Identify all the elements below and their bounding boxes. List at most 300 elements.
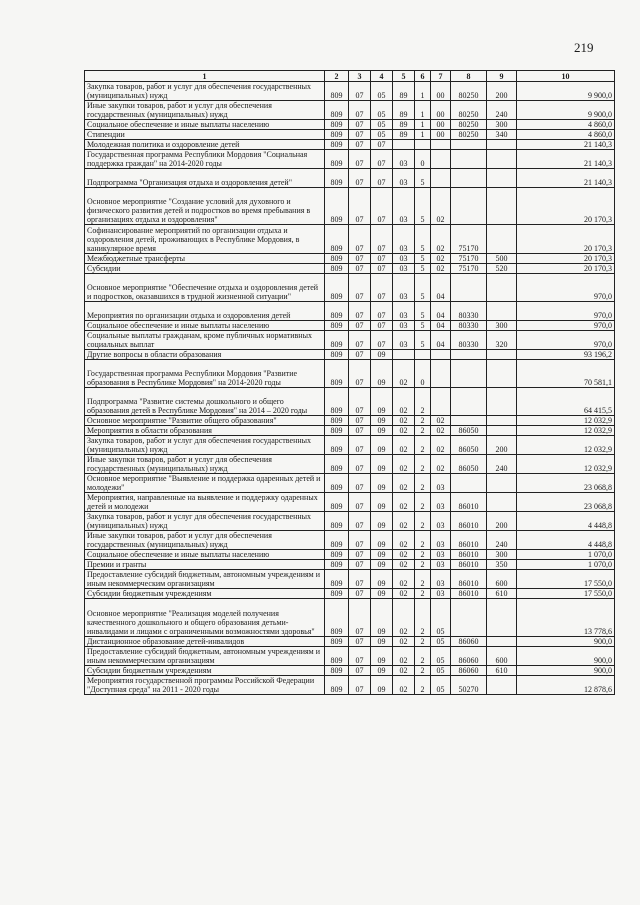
column-header: 6: [415, 71, 431, 82]
amount-cell: 970,0: [517, 330, 615, 349]
row-name-cell: Мероприятия, направленные на выявление и поддержку одаренных детей и молодежи: [85, 492, 325, 511]
row-name-cell: Закупка товаров, работ и услуг для обеспечения государственных (муниципальных) нужд: [85, 511, 325, 530]
amount-cell: 970,0: [517, 301, 615, 320]
code-cell: [487, 675, 517, 694]
code-cell: 07: [349, 425, 371, 435]
code-cell: 07: [349, 150, 371, 169]
code-cell: 02: [431, 435, 451, 454]
code-cell: [415, 349, 431, 359]
code-cell: [487, 473, 517, 492]
code-cell: 5: [415, 225, 431, 253]
row-name-cell: Иные закупки товаров, работ и услуг для обеспечения государственных (муниципальных) нужд: [85, 101, 325, 120]
code-cell: 03: [431, 473, 451, 492]
amount-cell: 21 140,3: [517, 150, 615, 169]
row-name-cell: Закупка товаров, работ и услуг для обеспечения государственных (муниципальных) нужд: [85, 82, 325, 101]
code-cell: 809: [325, 187, 349, 225]
code-cell: [451, 273, 487, 301]
code-cell: 5: [415, 169, 431, 188]
code-cell: [451, 387, 487, 415]
code-cell: 86050: [451, 435, 487, 454]
code-cell: 02: [393, 359, 415, 387]
code-cell: 07: [349, 187, 371, 225]
row-name-cell: Другие вопросы в области образования: [85, 349, 325, 359]
code-cell: 03: [431, 569, 451, 588]
table-row: [85, 569, 615, 588]
code-cell: 5: [415, 187, 431, 225]
code-cell: 07: [371, 301, 393, 320]
code-cell: 1: [415, 120, 431, 130]
code-cell: 02: [393, 646, 415, 665]
table-row: [85, 263, 615, 273]
code-cell: [451, 140, 487, 150]
code-cell: 5: [415, 330, 431, 349]
amount-cell: 12 032,9: [517, 415, 615, 425]
code-cell: 07: [371, 169, 393, 188]
code-cell: [487, 273, 517, 301]
code-cell: 07: [349, 120, 371, 130]
code-cell: 09: [371, 588, 393, 598]
code-cell: 809: [325, 120, 349, 130]
code-cell: 240: [487, 101, 517, 120]
code-cell: 03: [431, 492, 451, 511]
code-cell: 75170: [451, 225, 487, 253]
code-cell: 07: [349, 253, 371, 263]
code-cell: 600: [487, 569, 517, 588]
code-cell: 03: [393, 225, 415, 253]
code-cell: 09: [371, 454, 393, 473]
code-cell: 86010: [451, 549, 487, 559]
table-row: [85, 253, 615, 263]
amount-cell: 20 170,3: [517, 225, 615, 253]
code-cell: 2: [415, 559, 431, 569]
code-cell: [487, 301, 517, 320]
code-cell: 03: [393, 150, 415, 169]
code-cell: 809: [325, 301, 349, 320]
code-cell: [431, 140, 451, 150]
column-header: 5: [393, 71, 415, 82]
code-cell: 05: [431, 598, 451, 636]
code-cell: 07: [371, 273, 393, 301]
code-cell: 04: [431, 330, 451, 349]
code-cell: 2: [415, 665, 431, 675]
code-cell: 2: [415, 492, 431, 511]
code-cell: 610: [487, 665, 517, 675]
row-name-cell: Субсидии бюджетным учреждениям: [85, 588, 325, 598]
code-cell: 809: [325, 169, 349, 188]
table-row: [85, 359, 615, 387]
row-name-cell: Иные закупки товаров, работ и услуг для обеспечения государственных (муниципальных) нужд: [85, 530, 325, 549]
amount-cell: 900,0: [517, 646, 615, 665]
row-name-cell: Государственная программа Республики Мордовия "Развитие образования в Республике Мордовия" на 2014-2020 годы: [85, 359, 325, 387]
table-row: [85, 187, 615, 225]
code-cell: 03: [393, 330, 415, 349]
code-cell: 07: [349, 511, 371, 530]
code-cell: 03: [431, 559, 451, 569]
code-cell: [393, 349, 415, 359]
code-cell: 809: [325, 473, 349, 492]
code-cell: 03: [393, 187, 415, 225]
row-name-cell: Премии и гранты: [85, 559, 325, 569]
row-name-cell: Иные закупки товаров, работ и услуг для обеспечения государственных (муниципальных) нужд: [85, 454, 325, 473]
table-row: [85, 435, 615, 454]
code-cell: [451, 187, 487, 225]
amount-cell: 17 550,0: [517, 569, 615, 588]
table-row: [85, 330, 615, 349]
code-cell: 07: [349, 225, 371, 253]
code-cell: 89: [393, 82, 415, 101]
code-cell: [431, 349, 451, 359]
code-cell: 2: [415, 588, 431, 598]
code-cell: 05: [371, 82, 393, 101]
amount-cell: 4 448,8: [517, 530, 615, 549]
code-cell: 809: [325, 530, 349, 549]
code-cell: 07: [349, 636, 371, 646]
table-row: [85, 511, 615, 530]
code-cell: 03: [393, 301, 415, 320]
code-cell: 86010: [451, 569, 487, 588]
code-cell: 03: [393, 253, 415, 263]
code-cell: 09: [371, 559, 393, 569]
amount-cell: 20 170,3: [517, 253, 615, 263]
code-cell: 02: [393, 636, 415, 646]
code-cell: 09: [371, 549, 393, 559]
table-row: [85, 549, 615, 559]
row-name-cell: Социальные выплаты гражданам, кроме публичных нормативных социальных выплат: [85, 330, 325, 349]
code-cell: 02: [393, 454, 415, 473]
column-header: 9: [487, 71, 517, 82]
code-cell: 89: [393, 101, 415, 120]
code-cell: 809: [325, 511, 349, 530]
column-header: 2: [325, 71, 349, 82]
code-cell: 809: [325, 150, 349, 169]
code-cell: 07: [349, 387, 371, 415]
table-row: [85, 169, 615, 188]
code-cell: 02: [393, 675, 415, 694]
code-cell: [487, 140, 517, 150]
code-cell: 350: [487, 559, 517, 569]
row-name-cell: Субсидии: [85, 263, 325, 273]
code-cell: 07: [349, 646, 371, 665]
code-cell: 03: [393, 169, 415, 188]
code-cell: 809: [325, 425, 349, 435]
code-cell: 80330: [451, 301, 487, 320]
column-header: 8: [451, 71, 487, 82]
table-row: [85, 646, 615, 665]
amount-cell: 4 860,0: [517, 120, 615, 130]
code-cell: 09: [371, 359, 393, 387]
code-cell: 240: [487, 530, 517, 549]
code-cell: 340: [487, 130, 517, 140]
row-name-cell: Мероприятия государственной программы Российской Федерации "Доступная среда" на 2011 - 2020 годы: [85, 675, 325, 694]
table-row: [85, 140, 615, 150]
code-cell: [451, 415, 487, 425]
code-cell: 07: [371, 253, 393, 263]
code-cell: 200: [487, 511, 517, 530]
code-cell: 07: [349, 492, 371, 511]
code-cell: 80250: [451, 82, 487, 101]
code-cell: [451, 349, 487, 359]
row-name-cell: Основное мероприятие "Выявление и поддержка одаренных детей и молодежи": [85, 473, 325, 492]
code-cell: 809: [325, 225, 349, 253]
code-cell: 2: [415, 425, 431, 435]
column-header: 10: [517, 71, 615, 82]
code-cell: [431, 150, 451, 169]
code-cell: 02: [393, 435, 415, 454]
code-cell: 05: [371, 120, 393, 130]
code-cell: 809: [325, 454, 349, 473]
code-cell: 07: [349, 130, 371, 140]
code-cell: [487, 636, 517, 646]
amount-cell: 9 900,0: [517, 82, 615, 101]
row-name-cell: Стипендии: [85, 130, 325, 140]
code-cell: 320: [487, 330, 517, 349]
code-cell: 03: [431, 511, 451, 530]
code-cell: 809: [325, 140, 349, 150]
code-cell: [487, 425, 517, 435]
code-cell: 5: [415, 301, 431, 320]
column-header: 3: [349, 71, 371, 82]
code-cell: 09: [371, 646, 393, 665]
code-cell: 1: [415, 82, 431, 101]
table-row: [85, 130, 615, 140]
code-cell: [451, 150, 487, 169]
code-cell: 5: [415, 263, 431, 273]
row-name-cell: Предоставление субсидий бюджетным, автономным учреждениям и иным некоммерческим организациям: [85, 646, 325, 665]
code-cell: 2: [415, 511, 431, 530]
row-name-cell: Подпрограмма "Организация отдыха и оздоровления детей": [85, 169, 325, 188]
code-cell: 86010: [451, 588, 487, 598]
code-cell: [451, 598, 487, 636]
code-cell: 09: [371, 473, 393, 492]
code-cell: 07: [349, 675, 371, 694]
code-cell: 809: [325, 330, 349, 349]
code-cell: 2: [415, 569, 431, 588]
code-cell: [487, 150, 517, 169]
amount-cell: 4 860,0: [517, 130, 615, 140]
code-cell: 75170: [451, 253, 487, 263]
code-cell: 02: [393, 549, 415, 559]
page-number: 219: [574, 40, 594, 55]
code-cell: 600: [487, 646, 517, 665]
code-cell: 07: [371, 330, 393, 349]
column-header: 1: [85, 71, 325, 82]
amount-cell: 20 170,3: [517, 187, 615, 225]
amount-cell: 4 448,8: [517, 511, 615, 530]
code-cell: 03: [393, 263, 415, 273]
code-cell: 09: [371, 598, 393, 636]
row-name-cell: Субсидии бюджетным учреждениям: [85, 665, 325, 675]
code-cell: 5: [415, 273, 431, 301]
row-name-cell: Мероприятия в области образования: [85, 425, 325, 435]
row-name-cell: Молодежная политика и оздоровление детей: [85, 140, 325, 150]
code-cell: 02: [393, 473, 415, 492]
table-row: [85, 320, 615, 330]
code-cell: 86060: [451, 665, 487, 675]
code-cell: 5: [415, 320, 431, 330]
amount-cell: 12 878,6: [517, 675, 615, 694]
code-cell: 07: [349, 101, 371, 120]
code-cell: 02: [393, 415, 415, 425]
code-cell: [451, 169, 487, 188]
amount-cell: 93 196,2: [517, 349, 615, 359]
code-cell: 00: [431, 82, 451, 101]
table-row: [85, 150, 615, 169]
code-cell: 809: [325, 320, 349, 330]
code-cell: 75170: [451, 263, 487, 273]
code-cell: 2: [415, 530, 431, 549]
code-cell: 05: [431, 636, 451, 646]
code-cell: 2: [415, 435, 431, 454]
code-cell: 02: [431, 263, 451, 273]
amount-cell: 1 070,0: [517, 549, 615, 559]
code-cell: [487, 359, 517, 387]
code-cell: 07: [349, 82, 371, 101]
code-cell: [487, 598, 517, 636]
table-row: [85, 415, 615, 425]
table-row: [85, 530, 615, 549]
code-cell: 03: [431, 530, 451, 549]
code-cell: 03: [431, 549, 451, 559]
code-cell: 809: [325, 646, 349, 665]
amount-cell: 20 170,3: [517, 263, 615, 273]
table-row: [85, 273, 615, 301]
amount-cell: 13 778,6: [517, 598, 615, 636]
code-cell: 80330: [451, 330, 487, 349]
table-row: [85, 454, 615, 473]
table-row: [85, 225, 615, 253]
column-header: 4: [371, 71, 393, 82]
code-cell: 200: [487, 82, 517, 101]
code-cell: 240: [487, 454, 517, 473]
code-cell: 809: [325, 665, 349, 675]
table-body: [85, 82, 615, 695]
code-cell: 200: [487, 435, 517, 454]
code-cell: 2: [415, 636, 431, 646]
amount-cell: 12 032,9: [517, 454, 615, 473]
code-cell: 809: [325, 588, 349, 598]
code-cell: 02: [393, 598, 415, 636]
budget-table: [84, 70, 615, 695]
column-header: 7: [431, 71, 451, 82]
code-cell: 520: [487, 263, 517, 273]
code-cell: 07: [349, 569, 371, 588]
code-cell: 809: [325, 130, 349, 140]
code-cell: [431, 387, 451, 415]
code-cell: 50270: [451, 675, 487, 694]
row-name-cell: Государственная программа Республики Мордовия "Социальная поддержка граждан" на 2014-2020 годы: [85, 150, 325, 169]
table-row: [85, 665, 615, 675]
code-cell: 809: [325, 415, 349, 425]
amount-cell: 12 032,9: [517, 435, 615, 454]
amount-cell: 70 581,1: [517, 359, 615, 387]
code-cell: 02: [393, 492, 415, 511]
code-cell: [487, 415, 517, 425]
code-cell: 03: [431, 588, 451, 598]
amount-cell: 900,0: [517, 665, 615, 675]
code-cell: 809: [325, 349, 349, 359]
code-cell: 02: [393, 530, 415, 549]
code-cell: 09: [371, 435, 393, 454]
code-cell: 809: [325, 559, 349, 569]
table-row: [85, 675, 615, 694]
amount-cell: 23 068,8: [517, 492, 615, 511]
code-cell: 00: [431, 101, 451, 120]
code-cell: [487, 492, 517, 511]
code-cell: 07: [371, 150, 393, 169]
code-cell: 2: [415, 473, 431, 492]
code-cell: 86010: [451, 559, 487, 569]
code-cell: 809: [325, 253, 349, 263]
code-cell: 02: [393, 425, 415, 435]
code-cell: 809: [325, 101, 349, 120]
table-row: [85, 387, 615, 415]
amount-cell: 23 068,8: [517, 473, 615, 492]
code-cell: [431, 169, 451, 188]
code-cell: 02: [393, 559, 415, 569]
amount-cell: 970,0: [517, 320, 615, 330]
row-name-cell: Основное мероприятие "Обеспечение отдыха и оздоровления детей и подростков, оказавшихся в трудной жизненной ситуации": [85, 273, 325, 301]
code-cell: 07: [371, 225, 393, 253]
table-row: [85, 120, 615, 130]
code-cell: 02: [393, 588, 415, 598]
code-cell: 89: [393, 130, 415, 140]
code-cell: 80250: [451, 120, 487, 130]
row-name-cell: Софинансирование мероприятий по организации отдыха и оздоровления детей, проживающих в Республике Мордовия, в каникулярное время: [85, 225, 325, 253]
amount-cell: 970,0: [517, 273, 615, 301]
code-cell: [487, 387, 517, 415]
table-row: [85, 349, 615, 359]
code-cell: 2: [415, 646, 431, 665]
code-cell: 07: [371, 140, 393, 150]
code-cell: 09: [371, 492, 393, 511]
code-cell: 02: [431, 187, 451, 225]
code-cell: 07: [349, 301, 371, 320]
table-row: [85, 598, 615, 636]
code-cell: 04: [431, 273, 451, 301]
code-cell: [451, 473, 487, 492]
code-cell: 07: [349, 665, 371, 675]
table-row: [85, 588, 615, 598]
code-cell: 04: [431, 320, 451, 330]
code-cell: 07: [349, 140, 371, 150]
code-cell: 80250: [451, 101, 487, 120]
table-row: [85, 82, 615, 101]
table-row: [85, 473, 615, 492]
code-cell: 300: [487, 549, 517, 559]
amount-cell: 21 140,3: [517, 140, 615, 150]
code-cell: 07: [349, 559, 371, 569]
row-name-cell: Социальное обеспечение и иные выплаты населению: [85, 320, 325, 330]
code-cell: 02: [393, 665, 415, 675]
code-cell: 07: [371, 187, 393, 225]
code-cell: 07: [349, 330, 371, 349]
code-cell: 809: [325, 492, 349, 511]
code-cell: 05: [431, 646, 451, 665]
code-cell: 809: [325, 435, 349, 454]
code-cell: 07: [371, 263, 393, 273]
code-cell: 809: [325, 569, 349, 588]
code-cell: 86010: [451, 492, 487, 511]
code-cell: 2: [415, 598, 431, 636]
code-cell: 02: [393, 569, 415, 588]
code-cell: 00: [431, 120, 451, 130]
code-cell: 80250: [451, 130, 487, 140]
code-cell: 86010: [451, 530, 487, 549]
code-cell: 809: [325, 387, 349, 415]
code-cell: 300: [487, 320, 517, 330]
code-cell: 03: [393, 320, 415, 330]
code-cell: [487, 349, 517, 359]
